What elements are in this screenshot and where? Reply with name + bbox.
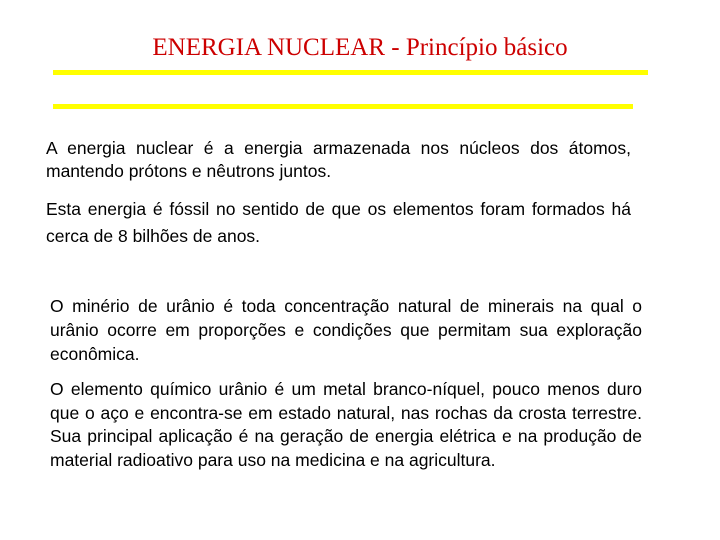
paragraph-definition: A energia nuclear é a energia armazenada nos núcleos dos átomos, mantendo prótons e nêutrons juntos. — [46, 138, 631, 181]
paragraph-uranium-ore: O minério de urânio é toda concentração natural de minerais na qual o urânio ocorre em proporções e condições que permitam sua exploração econômica. — [50, 296, 642, 364]
paragraph-fossil-energy: Esta energia é fóssil no sentido de que os elementos foram formados há cerca de 8 bilhões de anos. — [46, 199, 631, 246]
slide-title: ENERGIA NUCLEAR - Princípio básico — [152, 34, 568, 61]
divider-rule — [53, 104, 633, 109]
title-underline-rule — [53, 70, 648, 75]
paragraph-uranium-element: O elemento químico urânio é um metal branco-níquel, pouco menos duro que o aço e encontra-se em estado natural, nas rochas da crosta terrestre. Sua principal aplicação é na geração de energia elétrica e na produção de material radioativo para uso na medicina e na agricultura. — [50, 379, 642, 470]
